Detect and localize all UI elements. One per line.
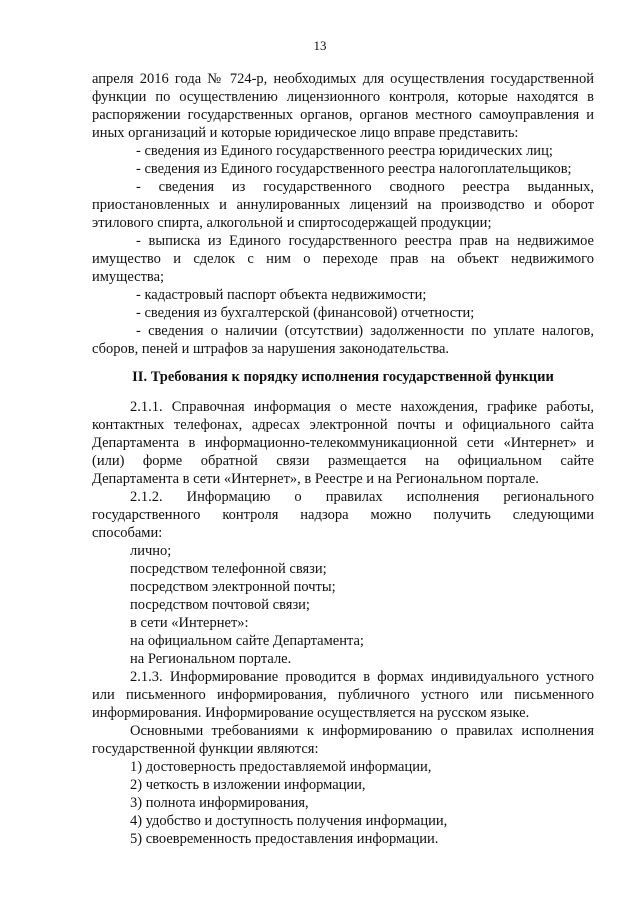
text-line: - кадастровый паспорт объекта недвижимости; [136,287,427,303]
section-heading: II. Требования к порядку исполнения государственной функции [132,369,554,385]
text-line: функции по осуществлению лицензионного контроля, которые находятся в [92,89,594,105]
text-line: на Региональном портале. [130,651,292,667]
text-line: Департамента в информационно-телекоммуникационной сети «Интернет» и [92,435,594,451]
text-line: сборов, пеней и штрафов за нарушения законодательства. [92,341,450,357]
text-line: имущество и сделок с ним о переходе прав на объект недвижимого [92,251,594,267]
text-line: или письменного информирования, публичного устного или письменного [92,687,594,703]
text-line: посредством почтовой связи; [130,597,310,613]
text-line: посредством телефонной связи; [130,561,327,577]
text-line: 2.1.1. Справочная информация о месте нахождения, графике работы, [130,399,594,415]
text-line: государственного контроля надзора можно получить следующими [92,507,594,523]
text-line: имущества; [92,269,165,285]
text-line: информирования. Информирование осуществляется на русском языке. [92,705,530,721]
page-number: 13 [313,38,327,53]
text-line: - сведения о наличии (отсутствии) задолженности по уплате налогов, [136,323,594,339]
text-line: Департамента в сети «Интернет», в Реестре и на Региональном портале. [92,471,539,487]
text-line: распоряжении государственных органов, органов местного самоуправления и [92,107,594,123]
text-line: - сведения из Единого государственного реестра налогоплательщиков; [136,161,572,177]
text-line: в сети «Интернет»: [130,615,249,631]
text-line: способами: [92,525,163,541]
text-line: Основными требованиями к информированию о правилах исполнения [130,723,594,739]
text-line: - сведения из Единого государственного реестра юридических лиц; [136,143,553,159]
text-line: - выписка из Единого государственного реестра прав на недвижимое [136,233,594,249]
text-line: иных организаций и которые юридическое лицо вправе представить: [92,125,519,141]
text-line: 5) своевременность предоставления информации. [130,831,439,847]
text-line: 4) удобство и доступность получения информации, [130,813,448,829]
text-line: - сведения из бухгалтерской (финансовой) отчетности; [136,305,475,321]
text-line: лично; [130,543,172,559]
text-line: контактных телефонах, адресах электронной почты и официального сайта [92,417,594,433]
text-line: приостановленных и аннулированных лицензий на производство и оборот [92,197,594,213]
text-line: 3) полнота информирования, [130,795,309,811]
text-line: 2.1.2. Информацию о правилах исполнения регионального [130,489,594,505]
text-line: - сведения из государственного сводного реестра выданных, [136,179,594,195]
text-line: посредством электронной почты; [130,579,336,595]
text-line: 2.1.3. Информирование проводится в формах индивидуального устного [130,669,594,685]
text-line: 2) четкость в изложении информации, [130,777,366,793]
text-line: на официальном сайте Департамента; [130,633,364,649]
text-line: апреля 2016 года № 724-р, необходимых для осуществления государственной [92,71,594,87]
text-line: этилового спирта, алкогольной и спиртосодержащей продукции; [92,215,492,231]
text-line: 1) достоверность предоставляемой информации, [130,759,432,775]
text-line: (или) форме обратной связи размещается на официальном сайте [92,453,594,469]
text-line: государственной функции являются: [92,741,319,757]
